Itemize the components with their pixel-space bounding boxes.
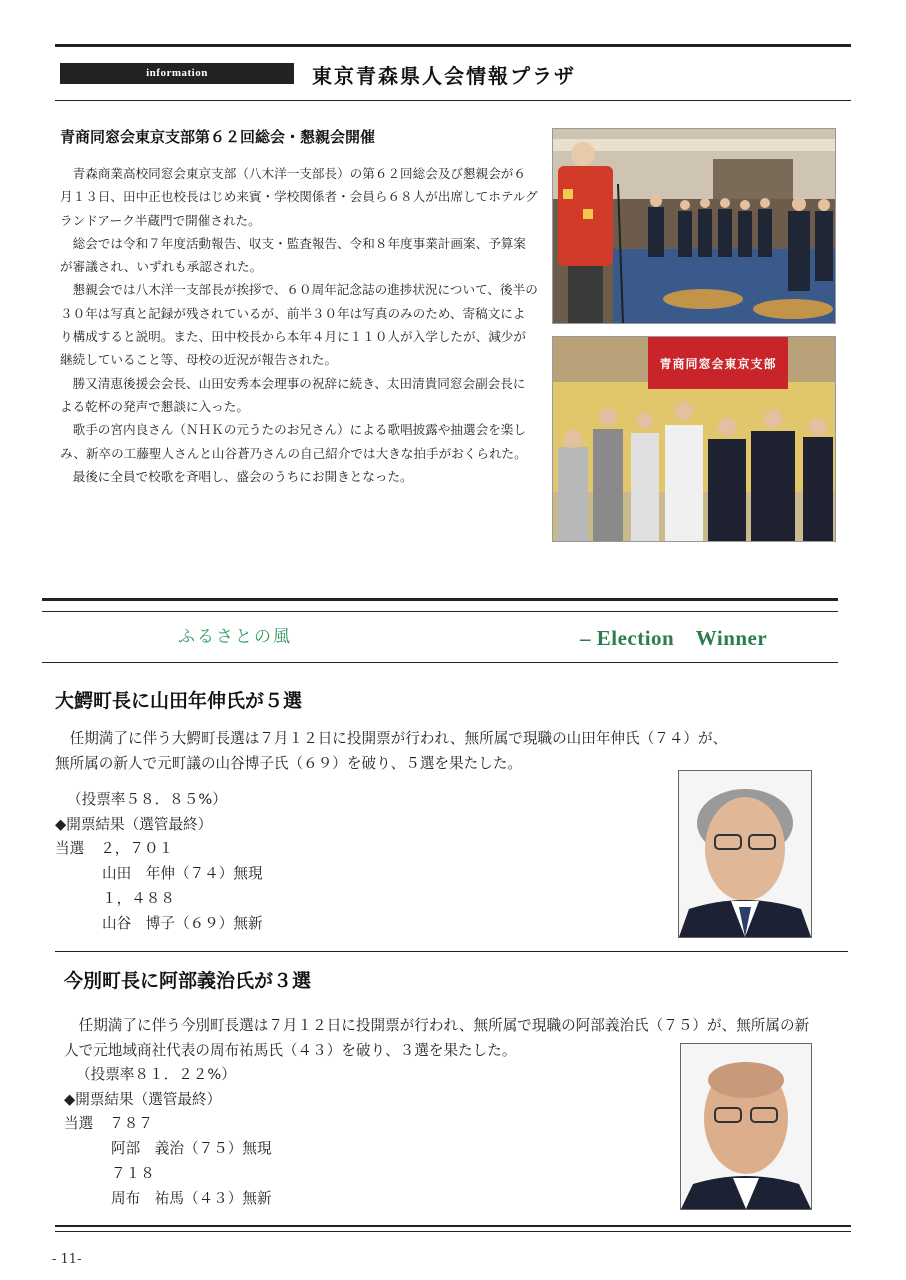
group-photo [552, 336, 836, 542]
information-tag: information [60, 63, 294, 84]
article1-paragraph: 歌手の宮内良さん（ＮＨＫの元うたのお兄さん）による歌唱披露や抽選会を楽しみ、新卒の工藤聖人さんと山谷蒼乃さんの自己紹介では大きな拍手がおくられた。 [60, 422, 527, 461]
election2-lead-line: 任期満了に伴う今別町長選は７月１２日に投開票が行われ、無所属で現職の阿部義治氏（７５）が、無所属の新 [78, 1017, 810, 1034]
election1-winner: 山田 年伸（７４）無現 [102, 865, 263, 883]
footer-rule [55, 1225, 851, 1227]
election1-heading: 大鰐町長に山田年伸氏が５選 [55, 690, 303, 712]
article1-body [60, 162, 538, 488]
election1-results-label: ◆開票結果（選管最終） [55, 815, 213, 833]
yamada-portrait-illustration [679, 771, 811, 937]
abe-portrait-illustration [681, 1044, 811, 1209]
article1-paragraph: 最後に全員で校歌を斉唱し、盛会のうちにお開きとなった。 [72, 468, 413, 484]
election1-winner-votes: ２，７０１ [100, 840, 174, 858]
banquet-speech-photo [552, 128, 836, 324]
election1-loser: 山谷 博子（６９）無新 [102, 914, 263, 932]
election2-lead-line: 人で元地域商社代表の周布祐馬氏（４３）を破り、３選を果たした。 [64, 1041, 517, 1059]
article1-paragraph: 勝又清恵後援会会長、山田安秀本会理事の祝辞に続き、太田清貴同窓会副会長による乾杯の発声で懇談に入った。 [60, 375, 526, 414]
section2-bottom-rule [42, 662, 838, 663]
page-header-title: 東京青森県人会情報プラザ [312, 64, 576, 88]
election1-turnout: （投票率５８．８５%） [67, 791, 227, 808]
article1-paragraph: 懇親会では八木洋一支部長が挨拶で、６０周年記念誌の進捗状況について、後半の３０年は写真と記録が残されているが、前半３０年は写真のみのため、寄稿文により構成すると説明。また、田中校長から本年４月に１１０人が入学したが、減少が継続していること等、母校の近況が報告された。 [60, 282, 538, 368]
election2-winner-label: 当選 [64, 1115, 94, 1133]
section2-top-rule [42, 598, 838, 601]
election1-winner-label: 当選 [55, 840, 85, 858]
election2-results [64, 1063, 624, 1211]
election2-results-label: ◆開票結果（選管最終） [64, 1090, 222, 1108]
abe-portrait [680, 1043, 812, 1210]
group-photo-banner-text: 青商同窓会東京支部 [659, 357, 777, 371]
election2-loser-votes: ７１８ [111, 1164, 155, 1182]
top-rule [55, 44, 851, 47]
election1-winner-row [55, 837, 615, 862]
footer-rule-second [55, 1231, 851, 1232]
page-number: - 11- [52, 1252, 82, 1267]
banquet-speech-illustration [553, 129, 835, 323]
article1-paragraph: 総会では令和７年度活動報告、収支・監査報告、令和８年度事業計画案、予算案が審議され、いずれも承認された。 [60, 235, 526, 275]
election1-lead-line: 任期満了に伴う大鰐町長選は７月１２日に投開票が行われ、無所属で現職の山田年伸氏（７４）が、 [69, 730, 728, 747]
election2-winner: 阿部 義治（７５）無現 [111, 1140, 272, 1158]
section2-top-rule-thin [42, 611, 838, 612]
election1-lead [55, 727, 845, 776]
election2-loser: 周布 祐馬（４３）無新 [111, 1189, 272, 1207]
election1-loser-votes: １，４８８ [102, 889, 175, 907]
election1-results [55, 788, 615, 936]
section-title-election-winner: – Election Winner [580, 626, 768, 650]
election2-heading: 今別町長に阿部義治氏が３選 [64, 970, 312, 992]
article1-heading: 青商同窓会東京支部第６２回総会・懇親会開催 [60, 128, 376, 146]
header-underline [55, 100, 851, 101]
yamada-portrait [678, 770, 812, 938]
election2-winner-row [64, 1112, 624, 1137]
election2-winner-votes: ７８７ [109, 1115, 153, 1133]
election1-lead-line: 無所属の新人で元町議の山谷博子氏（６９）を破り、５選を果たした。 [55, 754, 523, 772]
election-divider [55, 951, 848, 952]
election2-turnout: （投票率８１．２２%） [76, 1066, 236, 1083]
section-title-furusato: ふるさとの風 [178, 627, 292, 647]
article1-paragraph: 青森商業高校同窓会東京支部（八木洋一支部長）の第６２回総会及び懇親会が６月１３日、田中正也校長はじめ来賓・学校関係者・会員ら６８人が出席してホテルグランドアーク半蔵門で開催された。 [60, 166, 538, 228]
